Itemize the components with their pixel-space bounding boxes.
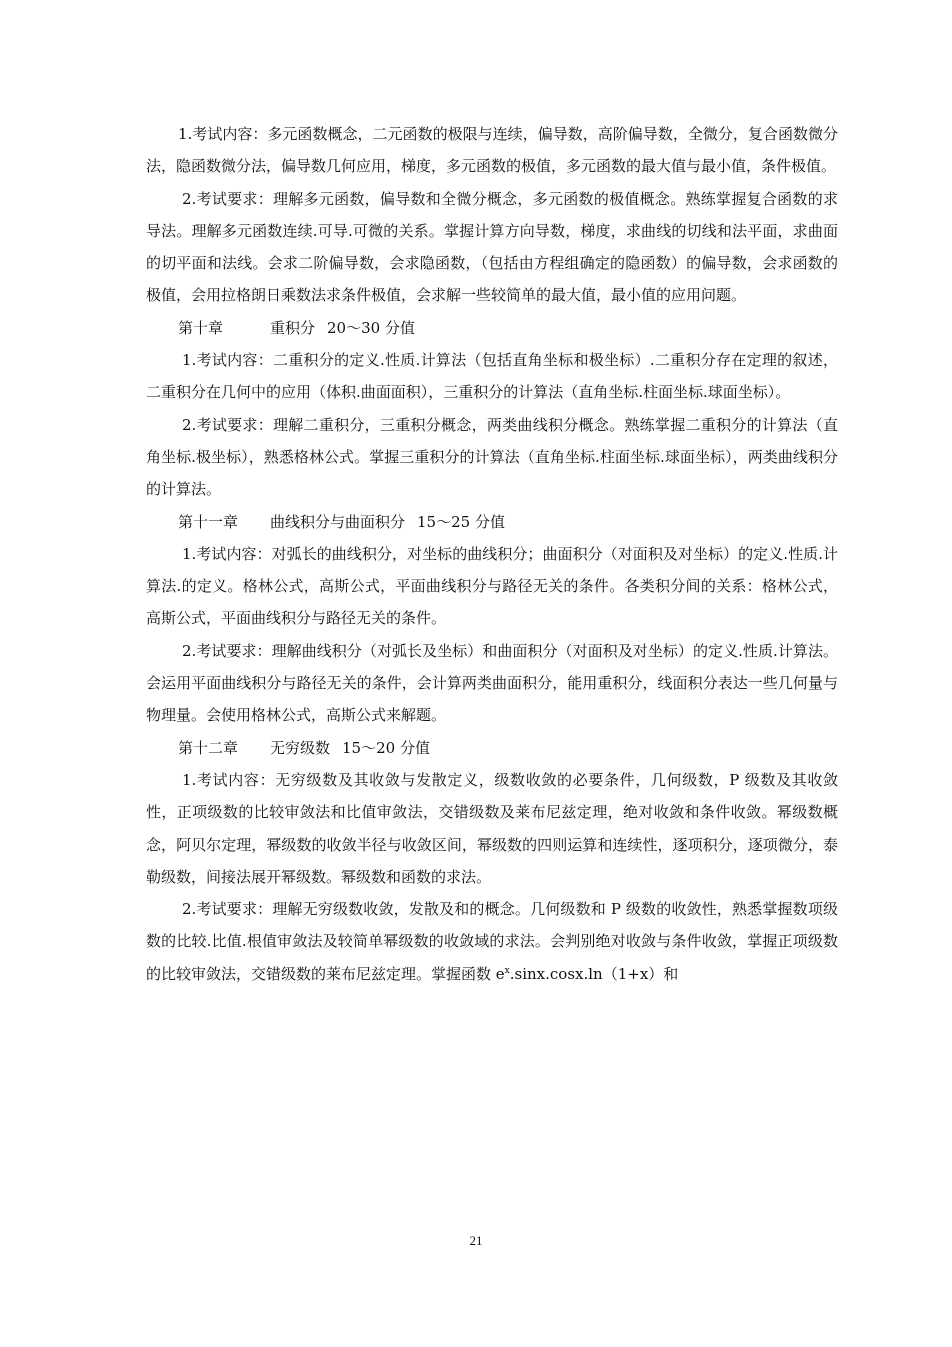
paragraph-exam-requirement-multivariable: 2.考试要求：理解多元函数，偏导数和全微分概念，多元函数的极值概念。熟练掌握复合函数的求导法。理解多元函数连续.可导.可微的关系。掌握计算方向导数，梯度，求曲线的切线和法平面，求曲面的切平面和法线。会求二阶偏导数，会求隐函数，（包括由方程组确定的隐函数）的偏导数，会求函数的极值，会用拉格朗日乘数法求条件极值，会求解一些较简单的最大值，最小值的应用问题。 [146, 189, 838, 305]
paragraph-exam-content-line-surface-integral: 1.考试内容：对弧长的曲线积分，对坐标的曲线积分；曲面积分（对面积及对坐标）的定义.性质.计算法.的定义。格林公式，高斯公式，平面曲线积分与路径无关的条件。各类积分间的关系：格林公式，高斯公式，平面曲线积分与路径无关的条件。 [146, 544, 838, 628]
chapter-number: 第十一章 [178, 512, 239, 531]
chapter-heading-10 [146, 312, 838, 344]
paragraph-exam-content-multivariable: 1.考试内容：多元函数概念，二元函数的极限与连续，偏导数，高阶偏导数，全微分，复合函数微分法，隐函数微分法，偏导数几何应用，梯度，多元函数的极值，多元函数的最大值与最小值，条件极值。 [146, 125, 838, 176]
chapter-score: 15～20 分值 [342, 738, 430, 757]
chapter-number: 第十二章 [178, 738, 239, 757]
exponent: x [504, 965, 510, 976]
paragraph-text: .sinx.cosx.ln（1+x）和 [509, 964, 679, 983]
chapter-heading-12 [146, 732, 838, 764]
body-text [146, 118, 838, 990]
chapter-title: 曲线积分与曲面积分 [270, 512, 406, 531]
paragraph-text: 2.考试要求：理解无穷级数收敛，发散及和的概念。几何级数和 P 级数的收敛性，熟悉掌握数项级数的比较.比值.根值审敛法及较简单幂级数的收敛域的求法。会判别绝对收敛与条件收敛，掌握正项级数的比较审敛法，交错级数的莱布尼兹定理。掌握函数 e [146, 900, 838, 983]
paragraph-exam-content-infinite-series: 1.考试内容：无穷级数及其收敛与发散定义，级数收敛的必要条件，几何级数，P 级数及其收敛性，正项级数的比较审敛法和比值审敛法，交错级数及莱布尼兹定理，绝对收敛和条件收敛。幂级数概念，阿贝尔定理，幂级数的收敛半径与收敛区间，幂级数的四则运算和连续性，逐项积分，逐项微分，泰勒级数，间接法展开幂级数。幂级数和函数的求法。 [146, 770, 838, 886]
paragraph-exam-requirement-infinite-series [146, 893, 838, 990]
chapter-heading-11 [146, 506, 838, 538]
chapter-number: 第十章 [178, 318, 224, 337]
paragraph-exam-content-multiple-integral: 1.考试内容：二重积分的定义.性质.计算法（包括直角坐标和极坐标）.二重积分存在定理的叙述，二重积分在几何中的应用（体积.曲面面积），三重积分的计算法（直角坐标.柱面坐标.球面坐标）。 [146, 351, 838, 402]
chapter-score: 15～25 分值 [417, 512, 505, 531]
paragraph-exam-requirement-line-surface-integral: 2.考试要求：理解曲线积分（对弧长及坐标）和曲面积分（对面积及对坐标）的定义.性质.计算法。会运用平面曲线积分与路径无关的条件，会计算两类曲面积分，能用重积分，线面积分表达一些几何量与物理量。会使用格林公式，高斯公式来解题。 [146, 641, 838, 725]
chapter-title: 无穷级数 [270, 738, 331, 757]
page-number: 21 [469, 1233, 483, 1248]
chapter-title: 重积分 [270, 318, 316, 337]
chapter-score: 20～30 分值 [327, 318, 415, 337]
paragraph-exam-requirement-multiple-integral: 2.考试要求：理解二重积分，三重积分概念，两类曲线积分概念。熟练掌握二重积分的计算法（直角坐标.极坐标），熟悉格林公式。掌握三重积分的计算法（直角坐标.柱面坐标.球面坐标），两类曲线积分的计算法。 [146, 415, 838, 499]
